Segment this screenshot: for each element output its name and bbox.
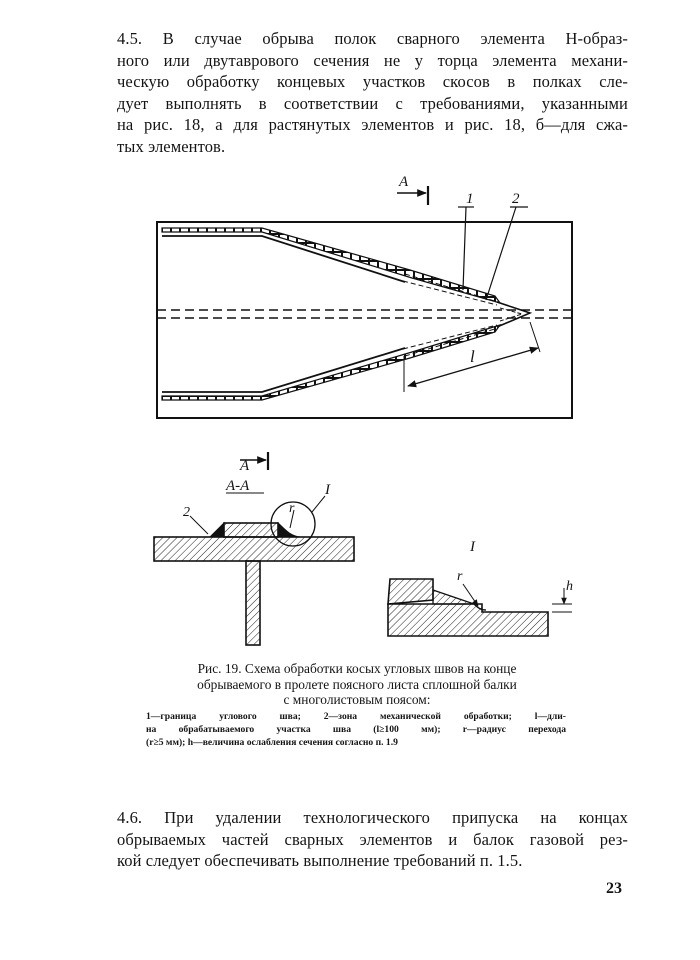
plan-view bbox=[157, 186, 572, 418]
figure-caption bbox=[148, 661, 566, 708]
length-label: l bbox=[470, 347, 475, 366]
detail-mark: I bbox=[325, 482, 330, 498]
zone-2-label: 2 bbox=[183, 505, 190, 520]
legend-line: на обрабатываемого участка шва (l≥100 мм); r—радиус перехода bbox=[146, 724, 566, 735]
section-a-a bbox=[154, 452, 354, 645]
section-mark-top: А bbox=[399, 174, 409, 190]
figure-legend bbox=[146, 710, 566, 749]
detail-base-plate bbox=[388, 604, 548, 636]
radius-label-section: r bbox=[289, 501, 295, 516]
height-label: h bbox=[566, 579, 573, 594]
text-line: ного или двутаврового сечения не у торца элемента механи- bbox=[117, 50, 628, 70]
text-line: дует выполнять в соответствии с требованиями, указанными bbox=[117, 93, 628, 113]
detail-i bbox=[388, 579, 572, 636]
cover-plate bbox=[224, 523, 278, 537]
text-line: ческую обработку концевых участков скосов в полках сле- bbox=[117, 72, 628, 91]
flange-plate bbox=[154, 537, 354, 561]
caption-line: с многолистовым поясом: bbox=[283, 692, 431, 707]
caption-line: Рис. 19. Схема обработки косых угловых швов на конце bbox=[197, 661, 517, 676]
section-title: А-А bbox=[226, 478, 250, 494]
text-line: на рис. 18, а для растянутых элементов и рис. 18, б—для сжа- bbox=[117, 115, 628, 134]
detail-title: I bbox=[470, 539, 475, 555]
text-line: тых элементов. bbox=[117, 136, 226, 156]
beam-outline bbox=[157, 222, 572, 418]
detail-cover-plate bbox=[388, 579, 433, 604]
text-line: 4.5. В случае обрыва полок сварного элемента Н-образ- bbox=[117, 29, 628, 48]
caption-line: обрываемого в пролете поясного листа сплошной балки bbox=[197, 676, 517, 692]
text-line: 4.6. При удалении технологического припуска на концах bbox=[117, 808, 628, 827]
callout-2: 2 bbox=[512, 191, 520, 207]
radius-label-detail: r bbox=[457, 569, 463, 584]
text-line: кой следует обеспечивать выполнение требований п. 1.5. bbox=[117, 851, 523, 870]
web-plate bbox=[246, 561, 260, 645]
text-line: обрываемых частей сварных элементов и балок газовой рез- bbox=[117, 829, 628, 849]
legend-line: (r≥5 мм); h—величина ослабления сечения согласно п. 1.9 bbox=[146, 737, 398, 748]
callout-1: 1 bbox=[466, 191, 474, 207]
lower-weld-bead bbox=[162, 325, 500, 400]
legend-line: 1—граница углового шва; 2—зона механической обработки; l—дли- bbox=[146, 711, 566, 722]
paragraph-4-6 bbox=[117, 807, 628, 872]
section-mark-bottom: А bbox=[240, 458, 250, 474]
upper-weld-bead bbox=[162, 228, 500, 303]
page-number: 23 bbox=[606, 880, 622, 897]
